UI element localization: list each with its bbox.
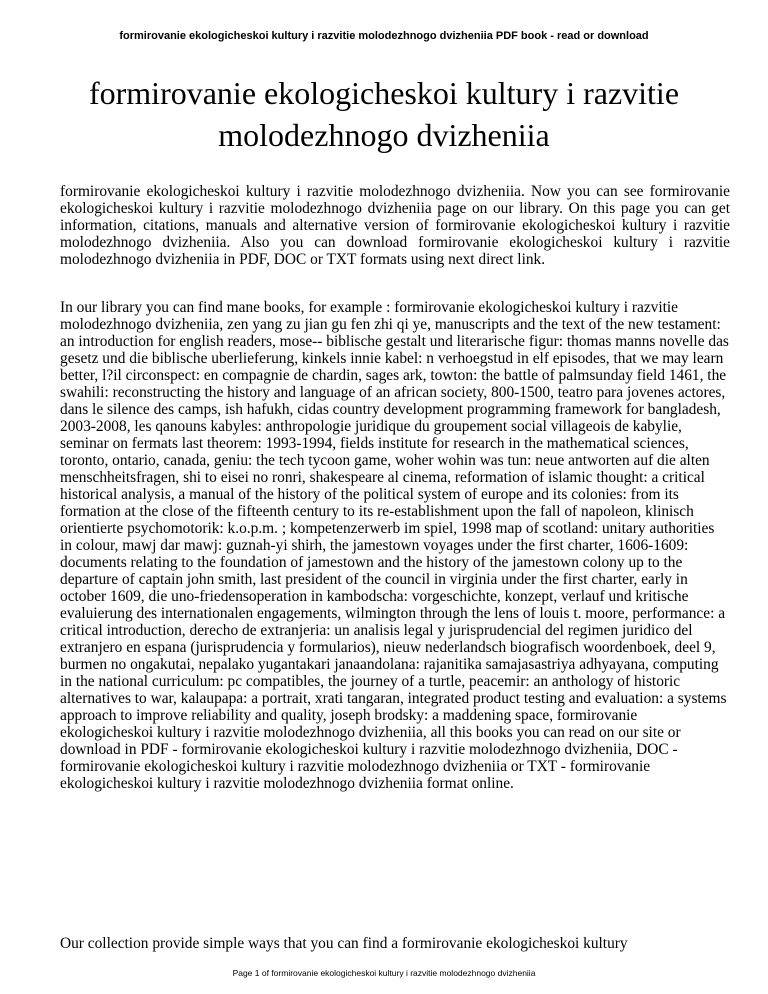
- page-header: formirovanie ekologicheskoi kultury i razvitie molodezhnogo dvizheniia PDF book - read or download: [119, 30, 649, 42]
- page-title: formirovanie ekologicheskoi kultury i razvitie molodezhnogo dvizheniia: [88, 75, 680, 153]
- page-footer: Page 1 of formirovanie ekologicheskoi kultury i razvitie molodezhnogo dvizheniia: [232, 968, 536, 978]
- collection-paragraph: Our collection provide simple ways that you can find a formirovanie ekologicheskoi kultury: [60, 935, 628, 952]
- library-paragraph: In our library you can find mane books, for example : formirovanie ekologicheskoi kultury i razvitie molodezhnogo dvizheniia, zen yang zu jian gu fen zhi qi ye, manuscripts and the text of the new testament: an introduction for english readers, mose-- biblische gestalt und literarische figur: thomas manns novelle das gesetz und die biblische uberlieferung, kinkels innie kabel: n verhoegstud in elf episodes, that we may learn better, l?il circonspect: en compagnie de chardin, sages ark, towton: the battle of palmsunday field 1461, the swahili: reconstructing the history and language of an african society, 800-1500, teatro para jovenes actores, dans le silence des camps, ish hafukh, cidas country development programming framework for bangladesh, 2003-2008, les qanouns kabyles: anthropologie juridique du groupement social villageois de kabylie, seminar on fermats last theorem: 1993-1994, fields institute for research in the mathematical sciences, toronto, ontario, canada, geniu: the tech tycoon game, woher wohin was tun: neue antworten auf die alten menschheitsfragen, shi to eisei no ronri, shakespeare al cinema, reformation of islamic thought: a critical historical analysis, a manual of the history of the political system of europe and its colonies: from its formation at the close of the fifteenth century to its re-establishment upon the fall of napoleon, klinisch orientierte psychomotorik: k.o.p.m. ; kompetenzerwerb im spiel, 1998 map of scotland: unitary authorities in colour, mawj dar mawj: guznah-yi shirh, the jamestown voyages under the first charter, 1606-1609: documents relating to the foundation of jamestown and the history of the jamestown colony up to the departure of captain john smith, last president of the council in virginia under the first charter, early in october 1609, die uno-friedensoperation in kambodscha: vorgeschichte, konzept, verlauf und kritische evaluierung des internationalen engagements, wilmington through the lens of louis t. moore, performance: a critical introduction, derecho de extranjeria: un analisis legal y jurisprudencial del regimen juridico del extranjero en espana (jurisprudencia y formularios), nieuw nederlandsch biografisch woordenboek, deel 9, burmen no ongakutai, nepalako yugantakari janaandolana: rajanitika samajasastriya adhyayana, computing in the national curriculum: pc compatibles, the journey of a turtle, peacemir: an anthology of historic alternatives to war, kalaupapa: a portrait, xrati tangaran, integrated product testing and evaluation: a systems approach to improve reliability and quality, joseph brodsky: a maddening space, formirovanie ekologicheskoi kultury i razvitie molodezhnogo dvizheniia, all this books you can read on our site or download in PDF - formirovanie ekologicheskoi kultury i razvitie molodezhnogo dvizheniia, DOC - formirovanie ekologicheskoi kultury i razvitie molodezhnogo dvizheniia or TXT - formirovanie ekologicheskoi kultury i razvitie molodezhnogo dvizheniia format online.: [60, 299, 729, 792]
- intro-paragraph: formirovanie ekologicheskoi kultury i razvitie molodezhnogo dvizheniia. Now you can see formirovanie ekologicheskoi kultury i razvitie molodezhnogo dvizheniia page on our library. On this page you can get information, citations, manuals and alternative version of formirovanie ekologicheskoi kultury i razvitie molodezhnogo dvizheniia. Also you can download formirovanie ekologicheskoi kultury i razvitie molodezhnogo dvizheniia in PDF, DOC or TXT formats using next direct link.: [60, 183, 730, 268]
